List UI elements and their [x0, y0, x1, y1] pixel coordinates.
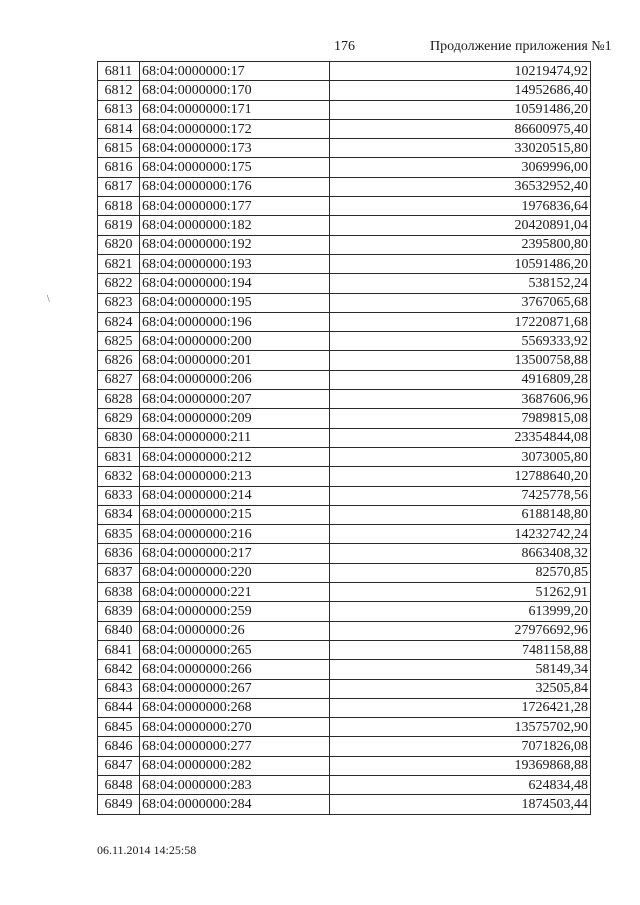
cadastral-value-cell: 3069996,00: [330, 158, 591, 177]
cadastral-value-cell: 10591486,20: [330, 100, 591, 119]
row-number-cell: 6819: [98, 216, 140, 235]
cadastral-number-cell: 68:04:0000000:194: [140, 274, 330, 293]
table-row: [98, 81, 591, 100]
table-row: [98, 158, 591, 177]
row-number-cell: 6832: [98, 467, 140, 486]
table-row: [98, 737, 591, 756]
cadastral-value-cell: 23354844,08: [330, 428, 591, 447]
table-row: [98, 583, 591, 602]
row-number-cell: 6847: [98, 756, 140, 775]
table-row: [98, 428, 591, 447]
cadastral-value-cell: 82570,85: [330, 563, 591, 582]
cadastral-number-cell: 68:04:0000000:284: [140, 795, 330, 814]
table-row: [98, 775, 591, 794]
table-row: [98, 640, 591, 659]
cadastral-number-cell: 68:04:0000000:192: [140, 235, 330, 254]
cadastral-number-cell: 68:04:0000000:196: [140, 312, 330, 331]
row-number-cell: 6834: [98, 505, 140, 524]
row-number-cell: 6825: [98, 332, 140, 351]
cadastral-number-cell: 68:04:0000000:265: [140, 640, 330, 659]
table-row: [98, 370, 591, 389]
table-row: [98, 467, 591, 486]
row-number-cell: 6814: [98, 119, 140, 138]
cadastral-number-cell: 68:04:0000000:270: [140, 718, 330, 737]
row-number-cell: 6812: [98, 81, 140, 100]
cadastral-value-cell: 7989815,08: [330, 409, 591, 428]
cadastral-value-cell: 613999,20: [330, 602, 591, 621]
cadastral-number-cell: 68:04:0000000:220: [140, 563, 330, 582]
cadastral-value-cell: 20420891,04: [330, 216, 591, 235]
table-row: [98, 621, 591, 640]
cadastral-value-cell: 7481158,88: [330, 640, 591, 659]
row-number-cell: 6831: [98, 447, 140, 466]
table-row: [98, 254, 591, 273]
cadastral-value-cell: 3687606,96: [330, 390, 591, 409]
margin-mark: \: [47, 294, 50, 305]
row-number-cell: 6824: [98, 312, 140, 331]
cadastral-number-cell: 68:04:0000000:17: [140, 62, 330, 81]
cadastral-value-cell: 3767065,68: [330, 293, 591, 312]
table-row: [98, 679, 591, 698]
cadastral-number-cell: 68:04:0000000:216: [140, 525, 330, 544]
cadastral-number-cell: 68:04:0000000:182: [140, 216, 330, 235]
cadastral-value-cell: 32505,84: [330, 679, 591, 698]
cadastral-value-cell: 27976692,96: [330, 621, 591, 640]
cadastral-number-cell: 68:04:0000000:282: [140, 756, 330, 775]
print-timestamp: 06.11.2014 14:25:58: [97, 843, 197, 857]
cadastral-number-cell: 68:04:0000000:206: [140, 370, 330, 389]
cadastral-number-cell: 68:04:0000000:267: [140, 679, 330, 698]
table-row: [98, 274, 591, 293]
cadastral-value-cell: 5569333,92: [330, 332, 591, 351]
row-number-cell: 6811: [98, 62, 140, 81]
cadastral-value-cell: 8663408,32: [330, 544, 591, 563]
cadastral-number-cell: 68:04:0000000:283: [140, 775, 330, 794]
cadastral-number-cell: 68:04:0000000:172: [140, 119, 330, 138]
cadastral-number-cell: 68:04:0000000:26: [140, 621, 330, 640]
row-number-cell: 6829: [98, 409, 140, 428]
row-number-cell: 6830: [98, 428, 140, 447]
row-number-cell: 6835: [98, 525, 140, 544]
cadastral-value-cell: 13575702,90: [330, 718, 591, 737]
cadastral-number-cell: 68:04:0000000:177: [140, 197, 330, 216]
cadastral-number-cell: 68:04:0000000:170: [140, 81, 330, 100]
table-row: [98, 119, 591, 138]
row-number-cell: 6845: [98, 718, 140, 737]
cadastral-value-cell: 10219474,92: [330, 62, 591, 81]
cadastral-value-cell: 33020515,80: [330, 139, 591, 158]
cadastral-number-cell: 68:04:0000000:200: [140, 332, 330, 351]
table-row: [98, 332, 591, 351]
row-number-cell: 6828: [98, 390, 140, 409]
cadastral-number-cell: 68:04:0000000:173: [140, 139, 330, 158]
table-row: [98, 197, 591, 216]
cadastral-value-cell: 10591486,20: [330, 254, 591, 273]
table-row: [98, 390, 591, 409]
cadastral-value-cell: 3073005,80: [330, 447, 591, 466]
cadastral-number-cell: 68:04:0000000:207: [140, 390, 330, 409]
cadastral-number-cell: 68:04:0000000:175: [140, 158, 330, 177]
row-number-cell: 6827: [98, 370, 140, 389]
cadastral-value-cell: 7071826,08: [330, 737, 591, 756]
page-number: 176: [334, 39, 355, 54]
cadastral-value-table: [97, 61, 591, 815]
table-row: [98, 544, 591, 563]
cadastral-number-cell: 68:04:0000000:268: [140, 698, 330, 717]
cadastral-value-cell: 58149,34: [330, 660, 591, 679]
cadastral-value-cell: 538152,24: [330, 274, 591, 293]
row-number-cell: 6846: [98, 737, 140, 756]
row-number-cell: 6821: [98, 254, 140, 273]
table-row: [98, 660, 591, 679]
cadastral-number-cell: 68:04:0000000:213: [140, 467, 330, 486]
row-number-cell: 6841: [98, 640, 140, 659]
cadastral-number-cell: 68:04:0000000:176: [140, 177, 330, 196]
row-number-cell: 6848: [98, 775, 140, 794]
cadastral-value-cell: 14232742,24: [330, 525, 591, 544]
row-number-cell: 6826: [98, 351, 140, 370]
table-row: [98, 447, 591, 466]
table-row: [98, 351, 591, 370]
cadastral-value-cell: 1874503,44: [330, 795, 591, 814]
cadastral-number-cell: 68:04:0000000:201: [140, 351, 330, 370]
table-row: [98, 718, 591, 737]
table-row: [98, 62, 591, 81]
cadastral-value-cell: 1726421,28: [330, 698, 591, 717]
cadastral-number-cell: 68:04:0000000:171: [140, 100, 330, 119]
table-row: [98, 486, 591, 505]
row-number-cell: 6823: [98, 293, 140, 312]
cadastral-value-cell: 624834,48: [330, 775, 591, 794]
table-row: [98, 139, 591, 158]
cadastral-value-cell: 36532952,40: [330, 177, 591, 196]
row-number-cell: 6838: [98, 583, 140, 602]
cadastral-number-cell: 68:04:0000000:266: [140, 660, 330, 679]
table-row: [98, 795, 591, 814]
row-number-cell: 6840: [98, 621, 140, 640]
cadastral-number-cell: 68:04:0000000:211: [140, 428, 330, 447]
row-number-cell: 6820: [98, 235, 140, 254]
row-number-cell: 6842: [98, 660, 140, 679]
cadastral-value-cell: 6188148,80: [330, 505, 591, 524]
cadastral-number-cell: 68:04:0000000:277: [140, 737, 330, 756]
table-row: [98, 293, 591, 312]
cadastral-value-cell: 19369868,88: [330, 756, 591, 775]
row-number-cell: 6849: [98, 795, 140, 814]
cadastral-number-cell: 68:04:0000000:259: [140, 602, 330, 621]
table-row: [98, 505, 591, 524]
row-number-cell: 6818: [98, 197, 140, 216]
table-row: [98, 525, 591, 544]
cadastral-number-cell: 68:04:0000000:193: [140, 254, 330, 273]
cadastral-value-cell: 4916809,28: [330, 370, 591, 389]
row-number-cell: 6843: [98, 679, 140, 698]
cadastral-value-cell: 1976836,64: [330, 197, 591, 216]
cadastral-value-cell: 12788640,20: [330, 467, 591, 486]
cadastral-number-cell: 68:04:0000000:215: [140, 505, 330, 524]
row-number-cell: 6817: [98, 177, 140, 196]
cadastral-value-cell: 51262,91: [330, 583, 591, 602]
cadastral-number-cell: 68:04:0000000:214: [140, 486, 330, 505]
row-number-cell: 6815: [98, 139, 140, 158]
table-row: [98, 602, 591, 621]
row-number-cell: 6839: [98, 602, 140, 621]
table-row: [98, 235, 591, 254]
table-row: [98, 100, 591, 119]
cadastral-value-cell: 13500758,88: [330, 351, 591, 370]
cadastral-number-cell: 68:04:0000000:221: [140, 583, 330, 602]
cadastral-value-cell: 7425778,56: [330, 486, 591, 505]
row-number-cell: 6833: [98, 486, 140, 505]
table-row: [98, 216, 591, 235]
row-number-cell: 6813: [98, 100, 140, 119]
cadastral-number-cell: 68:04:0000000:217: [140, 544, 330, 563]
row-number-cell: 6836: [98, 544, 140, 563]
appendix-caption: Продолжение приложения №1: [430, 39, 612, 54]
table-row: [98, 698, 591, 717]
table-row: [98, 756, 591, 775]
table-row: [98, 563, 591, 582]
cadastral-value-cell: 17220871,68: [330, 312, 591, 331]
row-number-cell: 6837: [98, 563, 140, 582]
table-row: [98, 177, 591, 196]
cadastral-value-cell: 14952686,40: [330, 81, 591, 100]
row-number-cell: 6822: [98, 274, 140, 293]
cadastral-number-cell: 68:04:0000000:212: [140, 447, 330, 466]
table-row: [98, 409, 591, 428]
cadastral-number-cell: 68:04:0000000:195: [140, 293, 330, 312]
cadastral-value-cell: 86600975,40: [330, 119, 591, 138]
table-row: [98, 312, 591, 331]
table-body: [98, 62, 591, 815]
cadastral-number-cell: 68:04:0000000:209: [140, 409, 330, 428]
cadastral-value-cell: 2395800,80: [330, 235, 591, 254]
row-number-cell: 6844: [98, 698, 140, 717]
row-number-cell: 6816: [98, 158, 140, 177]
